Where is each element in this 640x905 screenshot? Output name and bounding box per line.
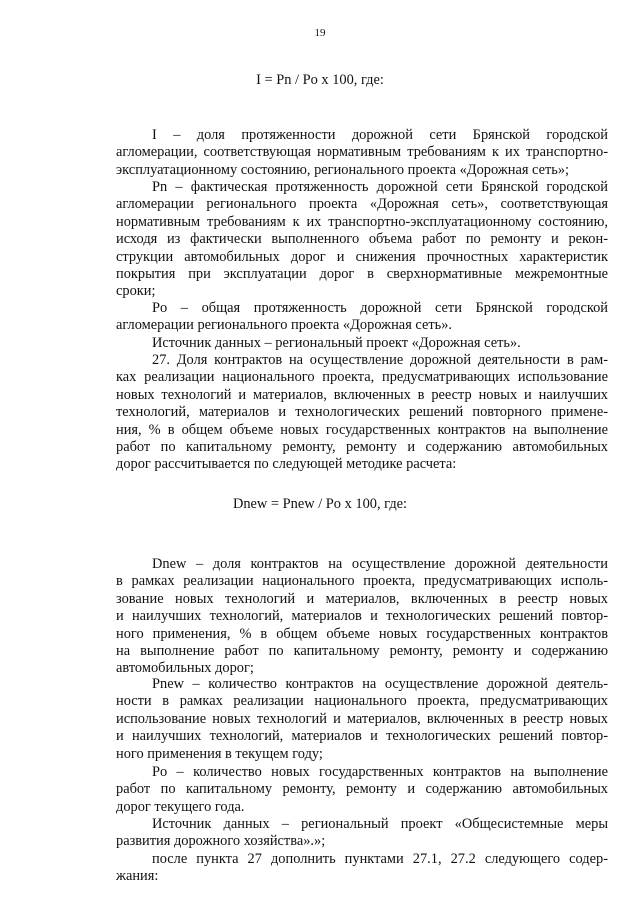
formula-i: I = Pn / Po x 100, где:	[256, 72, 384, 88]
paragraph-pn-definition: Pn – фактическая протяженность дорожной сети Брянской городской агломерации регионального проекта «Дорожная сеть», соответствующая нормативным требованиям к их транспортно-эксплуатационному состоянию, исходя из фактически выполненного объема работ по ремонту и рекон- струкции автомобильных дорог и снижения прочностных характеристик покрытия при эксплуатации дорог в сверхнормативные межремонтные сроки;	[116, 179, 608, 300]
paragraph-po-definition: Po – общая протяженность дорожной сети Брянской городской агломерации регионального проекта «Дорожная сеть».	[116, 300, 608, 334]
paragraph-source-2: Источник данных – региональный проект «Общесистемные меры развития дорожного хозяйства».»;	[116, 816, 608, 850]
formula-dnew: Dnew = Pnew / Po x 100, где:	[232, 496, 408, 512]
paragraph-pnew-definition: Pnew – количество контрактов на осуществление дорожной деятель- ности в рамках реализации национального проекта, предусматривающих использование новых технологий и материалов, включенных в реестр новых и наилучших технологий, материалов и технологических решений повтор- ного применения в текущем году;	[116, 676, 608, 762]
paragraph-source-1: Источник данных – региональный проект «Дорожная сеть».	[152, 335, 521, 351]
page-number: 19	[314, 27, 326, 39]
paragraph-item-27: 27. Доля контрактов на осуществление дорожной деятельности в рам- ках реализации национального проекта, предусматривающих использование новых технологий и материалов, включенных в реестр новых и наилучших технологий, материалов и технологических решений повторного примене- ния, % в общем объеме новых государственных контрактов на выполнение работ по капитальному ремонту, ремонту и содержанию автомобильных дорог рассчитывается по следующей методике расчета:	[116, 352, 608, 473]
paragraph-dnew-definition: Dnew – доля контрактов на осуществление дорожной деятельности в рамках реализации национального проекта, предусматривающих исполь- зование новых технологий и материалов, включенных в реестр новых и наилучших технологий, материалов и технологических решений повтор- ного применения, % в общем объеме новых государственных контрактов на выполнение работ по капитальному ремонту, ремонту и содержанию автомобильных дорог;	[116, 556, 608, 677]
paragraph-addition-clause: после пункта 27 дополнить пунктами 27.1, 27.2 следующего содер- жания:	[116, 851, 608, 885]
paragraph-i-definition: I – доля протяженности дорожной сети Брянской городской агломерации, соответствующая нормативным требованиям к их транспортно- эксплуатационному состоянию, регионального проекта «Дорожная сеть»;	[116, 127, 608, 178]
paragraph-po-contracts-definition: Po – количество новых государственных контрактов на выполнение работ по капитальному ремонту, ремонту и содержанию автомобильных дорог текущего года.	[116, 764, 608, 815]
